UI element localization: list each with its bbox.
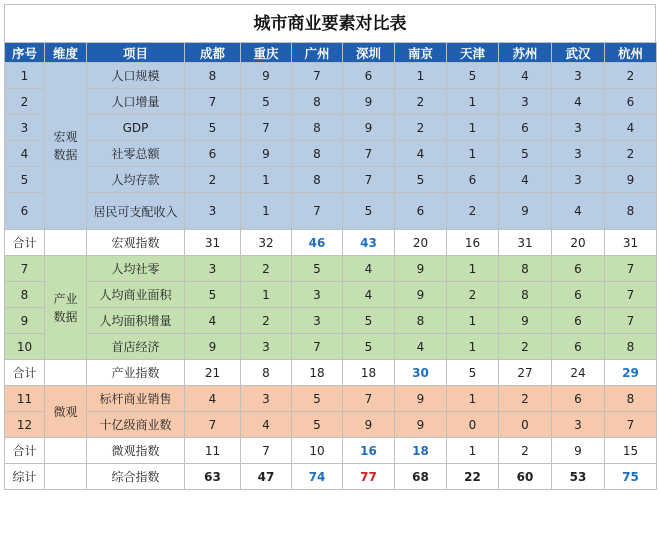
row-index: 10 [5,334,45,360]
value-cell: 4 [552,89,605,115]
value-cell: 4 [499,63,552,89]
value-cell: 9 [499,308,552,334]
value-cell: 5 [447,63,499,89]
dimension-cell [45,464,87,490]
value-cell: 9 [395,386,447,412]
row-index: 9 [5,308,45,334]
row-item: 人均存款 [87,167,185,193]
value-cell: 1 [447,141,499,167]
value-cell: 27 [499,360,552,386]
row-index: 合计 [5,230,45,256]
value-cell: 4 [241,412,292,438]
value-cell: 31 [605,230,657,256]
row-item: 居民可支配收入 [87,193,185,230]
value-cell: 7 [605,282,657,308]
value-cell: 5 [292,412,343,438]
value-cell: 3 [499,89,552,115]
value-cell: 74 [292,464,343,490]
header-city: 杭州 [605,43,657,63]
value-cell: 18 [395,438,447,464]
value-cell: 2 [499,386,552,412]
value-cell: 32 [241,230,292,256]
value-cell: 6 [552,282,605,308]
row-item: 标杆商业销售 [87,386,185,412]
header-row [5,43,657,63]
value-cell: 29 [605,360,657,386]
value-cell: 7 [185,89,241,115]
value-cell: 9 [395,282,447,308]
table-row [5,464,657,490]
value-cell: 9 [605,167,657,193]
row-index: 2 [5,89,45,115]
row-index: 3 [5,115,45,141]
value-cell: 21 [185,360,241,386]
value-cell: 2 [241,308,292,334]
value-cell: 47 [241,464,292,490]
header-index: 序号 [5,43,45,63]
value-cell: 22 [447,464,499,490]
value-cell: 8 [499,282,552,308]
header-item: 项目 [87,43,185,63]
value-cell: 68 [395,464,447,490]
value-cell: 3 [552,115,605,141]
dimension-label [45,290,86,326]
value-cell: 8 [292,167,343,193]
value-cell: 5 [395,167,447,193]
value-cell: 5 [343,334,395,360]
value-cell: 9 [241,141,292,167]
value-cell: 7 [292,334,343,360]
row-item: 宏观指数 [87,230,185,256]
value-cell: 1 [241,282,292,308]
table-row [5,282,657,308]
value-cell: 3 [241,386,292,412]
row-item: 产业指数 [87,360,185,386]
value-cell: 4 [185,386,241,412]
value-cell: 20 [552,230,605,256]
value-cell: 1 [447,256,499,282]
value-cell: 2 [447,282,499,308]
value-cell: 60 [499,464,552,490]
dimension-label-line: 产业 [53,291,78,306]
value-cell: 4 [343,256,395,282]
value-cell: 6 [552,308,605,334]
row-index: 合计 [5,360,45,386]
value-cell: 5 [447,360,499,386]
value-cell: 1 [447,115,499,141]
header-city: 重庆 [241,43,292,63]
value-cell: 9 [185,334,241,360]
value-cell: 0 [499,412,552,438]
value-cell: 2 [241,256,292,282]
value-cell: 9 [241,63,292,89]
value-cell: 11 [185,438,241,464]
value-cell: 7 [292,63,343,89]
value-cell: 2 [499,334,552,360]
value-cell: 15 [605,438,657,464]
value-cell: 7 [605,256,657,282]
dimension-cell [45,230,87,256]
value-cell: 4 [552,193,605,230]
value-cell: 7 [343,167,395,193]
value-cell: 75 [605,464,657,490]
value-cell: 18 [292,360,343,386]
dimension-cell [45,63,87,230]
value-cell: 31 [499,230,552,256]
dimension-cell [45,256,87,360]
value-cell: 4 [395,334,447,360]
row-item: 综合指数 [87,464,185,490]
value-cell: 7 [343,386,395,412]
value-cell: 5 [185,115,241,141]
value-cell: 8 [241,360,292,386]
value-cell: 2 [605,141,657,167]
header-city: 广州 [292,43,343,63]
row-index: 11 [5,386,45,412]
value-cell: 9 [552,438,605,464]
value-cell: 0 [447,412,499,438]
value-cell: 4 [499,167,552,193]
value-cell: 3 [292,282,343,308]
value-cell: 2 [185,167,241,193]
value-cell: 4 [605,115,657,141]
value-cell: 3 [552,167,605,193]
row-index: 12 [5,412,45,438]
dimension-cell [45,438,87,464]
table-row [5,334,657,360]
value-cell: 46 [292,230,343,256]
row-item: 十亿级商业数 [87,412,185,438]
dimension-cell [45,386,87,438]
row-index: 6 [5,193,45,230]
table-row [5,230,657,256]
dimension-label-line: 微观 [53,404,78,419]
table-row [5,141,657,167]
row-index: 5 [5,167,45,193]
comparison-table [4,42,657,490]
table-row [5,256,657,282]
value-cell: 5 [292,256,343,282]
value-cell: 16 [447,230,499,256]
row-item: 人均商业面积 [87,282,185,308]
value-cell: 10 [292,438,343,464]
value-cell: 9 [395,256,447,282]
value-cell: 2 [499,438,552,464]
table-row [5,386,657,412]
value-cell: 2 [395,115,447,141]
row-item: GDP [87,115,185,141]
value-cell: 1 [447,334,499,360]
value-cell: 8 [395,308,447,334]
value-cell: 2 [605,63,657,89]
value-cell: 6 [395,193,447,230]
header-city: 苏州 [499,43,552,63]
table-row [5,193,657,230]
value-cell: 3 [552,63,605,89]
table-title: 城市商业要素对比表 [4,4,656,42]
header-city: 天津 [447,43,499,63]
dimension-cell [45,360,87,386]
value-cell: 3 [552,412,605,438]
row-item: 人口规模 [87,63,185,89]
value-cell: 8 [292,115,343,141]
value-cell: 7 [292,193,343,230]
value-cell: 9 [395,412,447,438]
value-cell: 2 [447,193,499,230]
row-item: 人口增量 [87,89,185,115]
row-item: 首店经济 [87,334,185,360]
value-cell: 1 [241,193,292,230]
dimension-label [45,403,86,421]
value-cell: 9 [343,115,395,141]
value-cell: 63 [185,464,241,490]
value-cell: 43 [343,230,395,256]
value-cell: 4 [185,308,241,334]
value-cell: 4 [343,282,395,308]
value-cell: 16 [343,438,395,464]
value-cell: 8 [499,256,552,282]
header-city: 成都 [185,43,241,63]
value-cell: 6 [552,256,605,282]
row-index: 综计 [5,464,45,490]
value-cell: 6 [552,386,605,412]
value-cell: 2 [395,89,447,115]
value-cell: 7 [185,412,241,438]
value-cell: 7 [241,438,292,464]
value-cell: 6 [499,115,552,141]
table-row [5,438,657,464]
table-row [5,167,657,193]
value-cell: 3 [292,308,343,334]
value-cell: 7 [605,412,657,438]
value-cell: 6 [605,89,657,115]
table-row [5,360,657,386]
table-row [5,89,657,115]
row-index: 7 [5,256,45,282]
value-cell: 8 [605,193,657,230]
dimension-label-line: 数据 [53,309,78,324]
value-cell: 5 [343,308,395,334]
value-cell: 1 [447,308,499,334]
header-city: 深圳 [343,43,395,63]
value-cell: 30 [395,360,447,386]
row-item: 微观指数 [87,438,185,464]
value-cell: 5 [499,141,552,167]
value-cell: 31 [185,230,241,256]
header-dimension: 维度 [45,43,87,63]
dimension-label-line: 宏观 [53,130,78,144]
value-cell: 8 [185,63,241,89]
row-item: 人均面积增量 [87,308,185,334]
row-index: 8 [5,282,45,308]
value-cell: 7 [605,308,657,334]
value-cell: 6 [552,334,605,360]
value-cell: 3 [241,334,292,360]
value-cell: 18 [343,360,395,386]
value-cell: 24 [552,360,605,386]
value-cell: 77 [343,464,395,490]
value-cell: 1 [447,89,499,115]
row-index: 1 [5,63,45,89]
value-cell: 8 [292,141,343,167]
value-cell: 3 [185,193,241,230]
header-city: 南京 [395,43,447,63]
value-cell: 8 [292,89,343,115]
value-cell: 6 [185,141,241,167]
value-cell: 5 [292,386,343,412]
value-cell: 5 [185,282,241,308]
value-cell: 3 [185,256,241,282]
table-row [5,63,657,89]
value-cell: 8 [605,334,657,360]
value-cell: 7 [343,141,395,167]
value-cell: 1 [447,386,499,412]
value-cell: 9 [499,193,552,230]
value-cell: 7 [241,115,292,141]
comparison-table-container [4,4,656,490]
value-cell: 6 [447,167,499,193]
value-cell: 8 [605,386,657,412]
value-cell: 3 [552,141,605,167]
value-cell: 53 [552,464,605,490]
dimension-label-line: 数据 [53,148,78,162]
table-row [5,308,657,334]
header-city: 武汉 [552,43,605,63]
value-cell: 9 [343,412,395,438]
value-cell: 6 [343,63,395,89]
row-item: 人均社零 [87,256,185,282]
row-item: 社零总额 [87,141,185,167]
value-cell: 1 [395,63,447,89]
row-index: 4 [5,141,45,167]
table-row [5,115,657,141]
value-cell: 5 [241,89,292,115]
value-cell: 1 [241,167,292,193]
row-index: 合计 [5,438,45,464]
value-cell: 1 [447,438,499,464]
dimension-label [45,128,86,164]
value-cell: 9 [343,89,395,115]
value-cell: 5 [343,193,395,230]
value-cell: 20 [395,230,447,256]
table-row [5,412,657,438]
value-cell: 4 [395,141,447,167]
